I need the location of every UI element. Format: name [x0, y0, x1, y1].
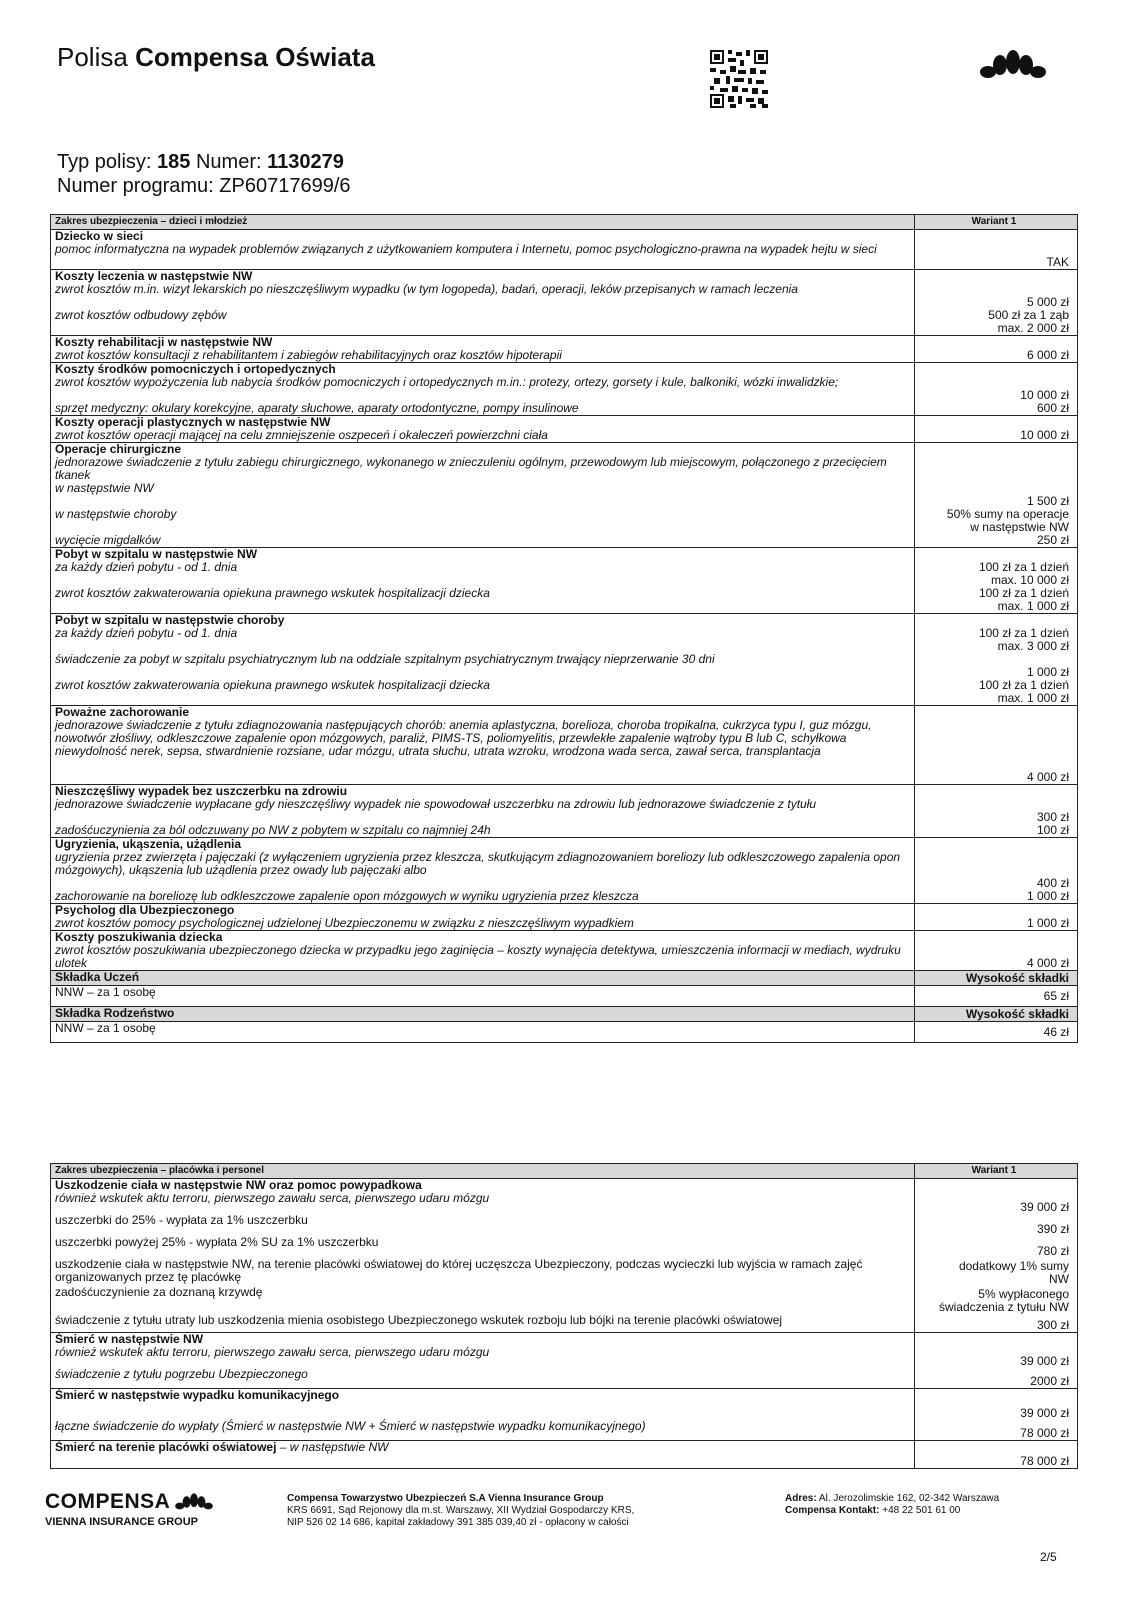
amount-spacer: [919, 785, 1069, 798]
coverage-amount: [919, 653, 1069, 679]
section-cell: [51, 931, 915, 971]
coverage-text: świadczenie z tytułu pogrzebu Ubezpieczonego: [55, 1367, 308, 1381]
coverage-amount: [919, 1214, 1069, 1236]
section-title-text: Śmierć w następstwie NW: [55, 1332, 204, 1346]
coverage-amount: [919, 851, 1069, 890]
amount-line: 100 zł za 1 dzień: [978, 560, 1069, 574]
compensa-logo-icon: [978, 50, 1048, 80]
section-cell: [51, 548, 915, 614]
coverage-amount: [919, 944, 1069, 970]
section-cell: [51, 1389, 915, 1441]
section-cell: [51, 336, 915, 363]
amount-line: max. 10 000 zł: [990, 573, 1069, 587]
section-row: [51, 416, 1078, 443]
section-row: [51, 1389, 1078, 1441]
coverage-amount: [919, 1314, 1069, 1332]
section-cell: [51, 706, 915, 785]
amount-line: 780 zł: [1036, 1244, 1069, 1258]
amount-line: dodatkowy 1% sumy: [958, 1259, 1069, 1273]
premium-amount: 65 zł: [915, 986, 1078, 1007]
section-row: [51, 230, 1078, 270]
footer-group: VIENNA INSURANCE GROUP: [45, 1516, 198, 1528]
coverage-amount: [919, 1286, 1069, 1314]
section-amounts: [915, 614, 1078, 706]
section-cell: [51, 904, 915, 931]
coverage-text: [55, 1454, 910, 1468]
typ-value: 185: [157, 151, 191, 173]
section-row: [51, 443, 1078, 548]
page-number: 2/5: [1040, 1550, 1057, 1564]
coverage-amount: [919, 376, 1069, 402]
section-amounts: [915, 416, 1078, 443]
amount-line: 6 000 zł: [1026, 348, 1069, 362]
policy-title: [57, 42, 375, 73]
amount-line: 4 000 zł: [1026, 956, 1069, 970]
qr-code-icon: [710, 50, 768, 108]
amount-line: max. 1 000 zł: [997, 599, 1069, 613]
section-title-text: Śmierć w następstwie wypadku komunikacyjnego: [55, 1388, 340, 1402]
amount-line: NW: [1049, 1272, 1069, 1286]
coverage-amount: [919, 1346, 1069, 1368]
section-amounts: [915, 838, 1078, 904]
typ-label: Typ polisy:: [57, 151, 152, 173]
amount-line: 39 000 zł: [1020, 1354, 1069, 1368]
coverage-amount: [919, 679, 1069, 705]
header-scope: Zakres ubezpieczenia – dzieci i młodzież: [51, 215, 915, 230]
premium-header-right: Wysokość składki: [915, 971, 1078, 986]
coverage-text: sprzęt medyczny: okulary korekcyjne, aparaty słuchowe, aparaty ortodontyczne, pompy insulinowe: [55, 401, 579, 415]
section-row: [51, 785, 1078, 838]
premium-label: NNW – za 1 osobę: [51, 1022, 915, 1043]
amount-line: TAK: [1046, 255, 1069, 269]
coverage-text: zwrot kosztów zakwaterowania opiekuna prawnego wskutek hospitalizacji dziecka: [55, 678, 490, 692]
coverage-text: uszczerbki powyżej 25% - wypłata 2% SU za 1% uszczerbku: [55, 1235, 379, 1249]
section-amounts: [915, 931, 1078, 971]
section-row: [51, 1441, 1078, 1469]
table-header: [51, 215, 1078, 230]
section-title: [55, 1389, 910, 1402]
section-title-text: Nieszczęśliwy wypadek bez uszczerbku na zdrowiu: [55, 784, 348, 798]
amount-line: 100 zł za 1 dzień: [978, 678, 1069, 692]
section-cell: [51, 785, 915, 838]
section-row: [51, 336, 1078, 363]
section-amounts: [915, 230, 1078, 270]
company-name: Compensa Towarzystwo Ubezpieczeń S.A Vienna Insurance Group: [287, 1493, 604, 1504]
section-amounts: [915, 443, 1078, 548]
coverage-table-institution: [50, 1163, 1078, 1469]
amount-spacer: [919, 1333, 1069, 1346]
section-amounts: [915, 1333, 1078, 1389]
amount-line: 1 500 zł: [1026, 494, 1069, 508]
title-product: Compensa Oświata: [135, 42, 375, 72]
premium-label: NNW – za 1 osobę: [51, 986, 915, 1007]
coverage-amount: [919, 1402, 1069, 1420]
coverage-text: w następstwie choroby: [55, 507, 177, 521]
section-cell: [51, 416, 915, 443]
coverage-amount: [919, 283, 1069, 309]
section-title-text: Pobyt w szpitalu w następstwie choroby: [55, 613, 285, 627]
amount-line: 400 zł: [1036, 876, 1069, 890]
amount-line: 100 zł za 1 dzień: [978, 586, 1069, 600]
amount-line: 600 zł: [1036, 401, 1069, 415]
premium-header-right: Wysokość składki: [915, 1007, 1078, 1022]
coverage-amount: [919, 587, 1069, 613]
amount-line: max. 1 000 zł: [997, 691, 1069, 705]
section-row: [51, 1333, 1078, 1389]
section-amounts: [915, 1389, 1078, 1441]
coverage-text: zwrot kosztów wypożyczenia lub nabycia środków pomocniczych i ortopedycznych m.in.: protezy, ortezy, gorsety i kule, balkoniki, wózki inwalidzkie;: [55, 375, 839, 389]
numer-label: Numer:: [195, 151, 262, 173]
coverage-amount: [919, 1368, 1069, 1388]
section-cell: [51, 1441, 915, 1469]
coverage-amount: [919, 627, 1069, 653]
amount-line: 300 zł: [1036, 1318, 1069, 1332]
amount-line: 78 000 zł: [1020, 1454, 1069, 1468]
section-cell: [51, 838, 915, 904]
amount-spacer: [919, 270, 1069, 283]
coverage-text: jednorazowe świadczenie wypłacane gdy nieszczęśliwy wypadek nie spowodował uszczerbku na zdrowiu lub jednorazowe świadczenie z tytułu: [55, 797, 817, 811]
section-cell: [51, 614, 915, 706]
footer-logo: [45, 1490, 214, 1528]
section-row: [51, 904, 1078, 931]
amount-line: świadczenia z tytułu NW: [938, 1300, 1069, 1314]
section-title-text: Operacje chirurgiczne: [55, 442, 182, 456]
coverage-amount: [919, 482, 1069, 508]
contact-value: +48 22 501 61 00: [882, 1505, 961, 1516]
section-amounts: [915, 270, 1078, 336]
amount-line: w następstwie NW: [970, 520, 1069, 534]
coverage-text: uszkodzenie ciała w następstwie NW, na terenie placówki oświatowej do której uczęszcza Ubezpieczony, podczas wycieczki lub wyjścia w ramach zajęć organizowanych przez tę placówkę: [55, 1257, 863, 1284]
section-row: [51, 931, 1078, 971]
coverage-amount: [919, 1454, 1069, 1468]
coverage-text: zadośćuczynienia za ból odczuwany po NW z pobytem w szpitalu co najmniej 24h: [55, 823, 491, 837]
section-title-text: Koszty środków pomocniczych i ortopedycznych: [55, 362, 336, 376]
coverage-amount: [919, 402, 1069, 415]
section-title-text: Psycholog dla Ubezpieczonego: [55, 903, 235, 917]
coverage-text: w następstwie NW: [55, 481, 154, 495]
footer-contact: [785, 1493, 999, 1517]
section-title-text: Uszkodzenie ciała w następstwie NW oraz pomoc powypadkowa: [55, 1178, 422, 1192]
coverage-text: ugryzienia przez zwierzęta i pajęczaki (z wyłączeniem ugryzienia przez kleszcza, skutkującym zdiagnozowaniem boreliozy lub odkleszczowego zapalenia opon mózgowych), ukąszenia lub użądlenia przez owady lub pajęczaki albo: [55, 850, 901, 877]
amount-line: max. 3 000 zł: [997, 639, 1069, 653]
premium-title: Składka Uczeń: [51, 971, 915, 986]
coverage-text: zadośćuczynienie za doznaną krzywdę: [55, 1285, 263, 1299]
coverage-amount: [919, 508, 1069, 534]
section-title-text: Ugryzienia, ukąszenia, użądlenia: [55, 837, 242, 851]
footer-brand: COMPENSA: [45, 1490, 171, 1513]
table-header: [51, 1164, 1078, 1179]
coverage-amount: [919, 309, 1069, 335]
section-row: [51, 548, 1078, 614]
header-scope: Zakres ubezpieczenia – placówka i personel: [51, 1164, 915, 1179]
coverage-text: zachorowanie na boreliozę lub odkleszczowe zapalenie opon mózgowych w wyniku ugryzienia przez kleszcza: [55, 889, 639, 903]
section-row: [51, 706, 1078, 785]
company-line2: KRS 6691, Sąd Rejonowy dla m.st. Warszawy, XII Wydział Gospodarczy KRS,: [287, 1505, 635, 1516]
section-title-text: Śmierć na terenie placówki oświatowej: [55, 1440, 277, 1454]
section-title-text: Koszty leczenia w następstwie NW: [55, 269, 253, 283]
address-label: Adres:: [785, 1493, 817, 1504]
coverage-text: zwrot kosztów konsultacji z rehabilitantem i zabiegów rehabilitacyjnych oraz kosztów hipoterapii: [55, 348, 562, 362]
section-title-text: Dziecko w sieci: [55, 229, 144, 243]
amount-line: 1 000 zł: [1026, 916, 1069, 930]
title-prefix: Polisa: [57, 42, 128, 72]
coverage-text: zwrot kosztów odbudowy zębów: [55, 308, 227, 322]
coverage-table-children: [50, 214, 1078, 1043]
premium-amount: 46 zł: [915, 1022, 1078, 1043]
amount-spacer: [919, 931, 1069, 944]
company-line3: NIP 526 02 14 686, kapitał zakładowy 391 385 039,40 zł - opłacony w całości: [287, 1517, 629, 1528]
coverage-text: również wskutek aktu terroru, pierwszego zawału serca, pierwszego udaru mózgu: [55, 1191, 490, 1205]
coverage-amount: [919, 1420, 1069, 1440]
contact-label: Compensa Kontakt:: [785, 1505, 880, 1516]
amount-spacer: [919, 443, 1069, 456]
coverage-text: zwrot kosztów operacji mającej na celu zmniejszenie oszpeceń i okaleczeń powierzchni ciała: [55, 428, 548, 442]
amount-line: 39 000 zł: [1020, 1200, 1069, 1214]
coverage-text: świadczenie z tytułu utraty lub uszkodzenia mienia osobistego Ubezpieczonego wskutek rozboju lub bójki na terenie placówki oświatowej: [55, 1313, 783, 1327]
amount-spacer: [919, 363, 1069, 376]
coverage-amount: [919, 1192, 1069, 1214]
section-row: [51, 1179, 1078, 1333]
section-amounts: [915, 336, 1078, 363]
amount-line: 50% sumy na operacje: [946, 507, 1069, 521]
program-label: Numer programu:: [57, 175, 214, 197]
premium-title: Składka Rodzeństwo: [51, 1007, 915, 1022]
amount-line: 10 000 zł: [1020, 388, 1069, 402]
section-amounts: [915, 1179, 1078, 1333]
premium-header: [51, 1007, 1078, 1022]
amount-line: 39 000 zł: [1020, 1406, 1069, 1420]
coverage-amount: [919, 429, 1069, 442]
section-row: [51, 614, 1078, 706]
coverage-amount: [919, 561, 1069, 587]
coverage-text: za każdy dzień pobytu - od 1. dnia: [55, 560, 238, 574]
section-cell: [51, 1179, 915, 1333]
amount-line: 4 000 zł: [1026, 770, 1069, 784]
header-variant: Wariant 1: [915, 1164, 1078, 1179]
section-amounts: [915, 548, 1078, 614]
footer-company-info: [287, 1493, 727, 1529]
amount-line: 100 zł: [1036, 823, 1069, 837]
amount-line: 78 000 zł: [1020, 1426, 1069, 1440]
section-title-text: Koszty rehabilitacji w następstwie NW: [55, 335, 273, 349]
amount-spacer: [919, 838, 1069, 851]
coverage-amount: [919, 798, 1069, 824]
footer-logo-icon: [174, 1492, 214, 1512]
section-cell: [51, 363, 915, 416]
numer-value: 1130279: [267, 151, 344, 173]
coverage-text: wycięcie migdałków: [55, 533, 161, 547]
section-amounts: [915, 363, 1078, 416]
section-cell: [51, 1333, 915, 1389]
section-amounts: [915, 785, 1078, 838]
amount-line: 390 zł: [1036, 1222, 1069, 1236]
coverage-amount: [919, 349, 1069, 362]
coverage-text: zwrot kosztów m.in. wizyt lekarskich po nieszczęśliwym wypadku (w tym logopeda), badań, operacji, leków przepisanych w ramach leczenia: [55, 282, 798, 296]
amount-line: 500 zł za 1 ząb: [988, 308, 1069, 322]
amount-line: 300 zł: [1036, 810, 1069, 824]
coverage-amount: [919, 1258, 1069, 1286]
section-title-suffix: – w następstwie NW: [276, 1440, 389, 1454]
coverage-text: zwrot kosztów zakwaterowania opiekuna prawnego wskutek hospitalizacji dziecka: [55, 586, 490, 600]
coverage-amount: [919, 534, 1069, 547]
section-title-text: Koszty operacji plastycznych w następstwie NW: [55, 415, 331, 429]
amount-spacer: [919, 230, 1069, 243]
section-amounts: [915, 706, 1078, 785]
amount-line: 10 000 zł: [1020, 428, 1069, 442]
amount-spacer: [919, 706, 1069, 719]
coverage-amount: [919, 456, 1069, 482]
premium-row: [51, 1022, 1078, 1043]
amount-line: 1 000 zł: [1026, 889, 1069, 903]
amount-line: 250 zł: [1036, 533, 1069, 547]
amount-spacer: [919, 1441, 1069, 1454]
premium-header: [51, 971, 1078, 986]
section-row: [51, 363, 1078, 416]
coverage-text: również wskutek aktu terroru, pierwszego zawału serca, pierwszego udaru mózgu: [55, 1345, 490, 1359]
coverage-amount: [919, 917, 1069, 930]
section-cell: [51, 443, 915, 548]
coverage-text: [55, 1402, 910, 1420]
coverage-text: łączne świadczenie do wypłaty (Śmierć w następstwie NW + Śmierć w następstwie wypadku komunikacyjnego): [55, 1419, 646, 1433]
section-cell: [51, 230, 915, 270]
amount-spacer: [919, 1389, 1069, 1402]
amount-line: 5 000 zł: [1026, 295, 1069, 309]
coverage-amount: [919, 719, 1069, 784]
coverage-amount: [919, 1236, 1069, 1258]
section-row: [51, 838, 1078, 904]
section-amounts: [915, 904, 1078, 931]
coverage-text: zwrot kosztów poszukiwania ubezpieczonego dziecka w przypadku jego zaginięcia – koszty wynajęcia detektywa, umieszczenia informacji w mediach, wydruku ulotek: [55, 943, 901, 970]
section-amounts: [915, 1441, 1078, 1469]
amount-line: 5% wypłaconego: [978, 1287, 1069, 1301]
policy-identifiers: [57, 150, 351, 198]
section-title-text: Poważne zachorowanie: [55, 705, 190, 719]
coverage-text: świadczenie za pobyt w szpitalu psychiatrycznym lub na oddziale szpitalnym psychiatrycznym trwający nieprzerwanie 30 dni: [55, 652, 715, 666]
amount-line: 1 000 zł: [1026, 665, 1069, 679]
coverage-amount: [919, 824, 1069, 837]
section-cell: [51, 270, 915, 336]
coverage-text: pomoc informatyczna na wypadek problemów związanych z użytkowaniem komputera i Internetu, pomoc psychologiczno-prawna na wypadek hejtu w sieci: [55, 242, 877, 256]
coverage-text: za każdy dzień pobytu - od 1. dnia: [55, 626, 238, 640]
premium-row: [51, 986, 1078, 1007]
coverage-text: uszczerbki do 25% - wypłata za 1% uszczerbku: [55, 1213, 308, 1227]
section-title-text: Koszty poszukiwania dziecka: [55, 930, 223, 944]
coverage-amount: [919, 890, 1069, 903]
coverage-text: jednorazowe świadczenie z tytułu zabiegu chirurgicznego, wykonanego w znieczuleniu ogólnym, przewodowym lub miejscowym, połączonego z przecięciem tkanek: [55, 455, 887, 482]
coverage-amount: [919, 243, 1069, 269]
amount-spacer: [919, 1179, 1069, 1192]
address-value: Al. Jerozolimskie 162, 02-342 Warszawa: [818, 1493, 1000, 1504]
section-title: [55, 1441, 910, 1454]
program-value: ZP60717699/6: [219, 175, 351, 197]
coverage-text: jednorazowe świadczenie z tytułu zdiagnozowania następujących chorób: anemia aplastyczna, borelioza, choroba tropikalna, cukrzyca typu I, guz mózgu, nowotwór złośliwy, odkleszczowe zapalenie opon mózgowych, paraliż, PIMS-TS, poliomyelitis, przewlekłe zapalenie wątroby typu B lub C, schyłkowa niewydolność nerek, sepsa, stwardnienie rozsiane, udar mózgu, utrata słuchu, utrata wzroku, wrodzona wada serca, zawał serca, transplantacja: [55, 718, 872, 758]
coverage-text: zwrot kosztów pomocy psychologicznej udzielonej Ubezpieczonemu w związku z nieszczęśliwym wypadkiem: [55, 916, 634, 930]
header-variant: Wariant 1: [915, 215, 1078, 230]
amount-line: 2000 zł: [1030, 1374, 1069, 1388]
section-title-text: Pobyt w szpitalu w następstwie NW: [55, 547, 258, 561]
amount-line: max. 2 000 zł: [997, 321, 1069, 335]
amount-line: 100 zł za 1 dzień: [978, 626, 1069, 640]
section-row: [51, 270, 1078, 336]
